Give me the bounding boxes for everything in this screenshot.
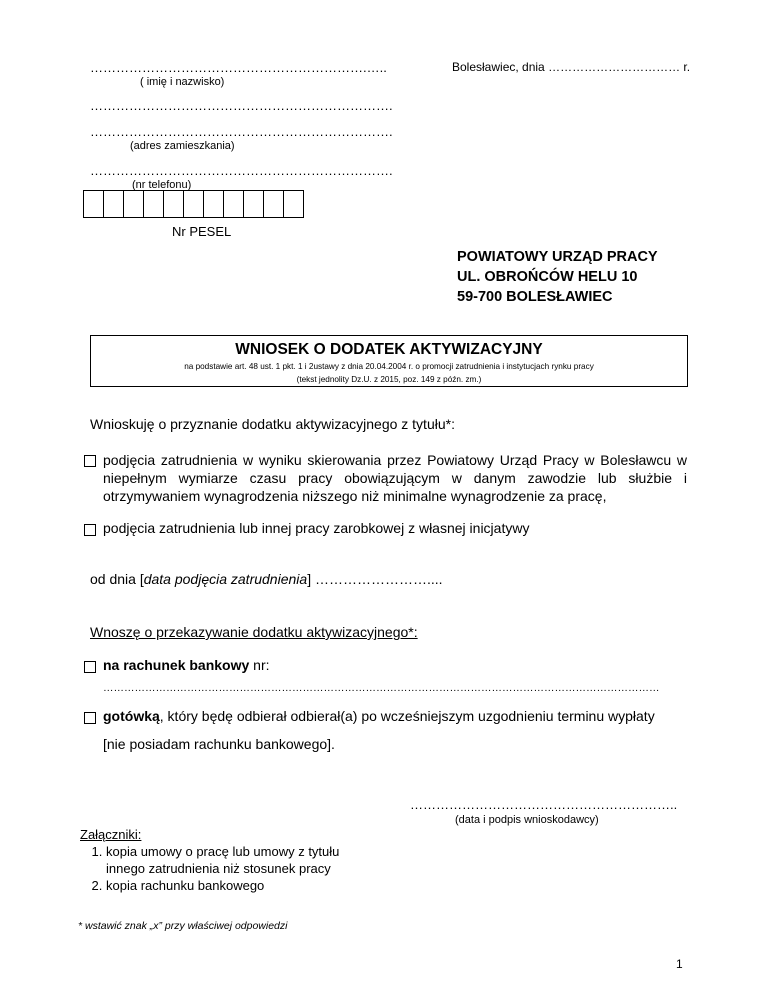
place-date-prefix: Bolesławiec, dnia [452,60,545,74]
pesel-digit-box[interactable] [123,190,144,218]
option-own-initiative-text: podjęcia zatrudnienia lub innej pracy zarobkowej z własnej inicjatywy [103,520,530,536]
option-referral-text: podjęcia zatrudnienia w wyniku skierowania przez Powiatowy Urząd Pracy w Bolesławcu w niepełnym wymiarze czasu pracy obowiązującym w danym zawodzie lub służbie i otrzymywaniem wynagrodzenia niższego niż minimalne wynagrodzenie za pracę, [103,452,687,504]
pesel-digit-box[interactable] [103,190,124,218]
pesel-digit-box[interactable] [163,190,184,218]
pesel-digit-box[interactable] [183,190,204,218]
recipient-line-3: 59-700 BOLESŁAWIEC [457,289,613,305]
cash-option [103,708,655,724]
cash-label: gotówką [103,708,160,724]
address-line-1[interactable]: ……………………………………………………………. [90,98,393,113]
attachment-item: 2. kopia rachunku bankowego [106,877,380,894]
checkbox-cash[interactable] [84,712,96,724]
address-line-2[interactable]: ……………………………………………………………. [90,124,393,139]
date-line[interactable]: …………………………… [548,60,681,74]
name-label: ( imię i nazwisko) [140,76,225,88]
attachments-list [80,843,380,894]
name-line[interactable]: ……………………………………………………….….. [90,60,387,75]
date-suffix: r. [683,60,691,74]
pesel-digit-box[interactable] [283,190,304,218]
phone-label: (nr telefonu) [132,179,192,191]
cash-rest: , który będę odbierał odbierał(a) po wcześniejszym uzgodnieniu terminu wypłaty [159,708,655,724]
attachments [80,826,380,894]
from-date-italic: data podjęcia zatrudnienia [143,571,308,587]
page-number: 1 [676,957,683,971]
document-title: WNIOSEK O DODATEK AKTYWIZACYJNY [235,341,543,358]
signature-label: (data i podpis wnioskodawcy) [455,814,599,826]
checkbox-option-referral[interactable] [84,455,96,467]
pesel-digit-box[interactable] [203,190,224,218]
attachments-heading: Załączniki: [80,827,142,842]
signature-line[interactable]: …………………………………………………….. [410,797,678,812]
pesel-digit-box[interactable] [243,190,264,218]
recipient-address [457,247,658,307]
pesel-label: Nr PESEL [172,224,232,239]
footnote: * wstawić znak „x” przy właściwej odpowiedzi [78,920,288,932]
phone-line[interactable]: ……………………………………………………………. [90,163,393,178]
account-number-line[interactable]: …………………………………………………………………………………………………………………………………………… [103,682,660,694]
cash-note: [nie posiadam rachunku bankowego]. [103,736,335,752]
legal-basis: na podstawie art. 48 ust. 1 pkt. 1 i 2ustawy z dnia 20.04.2004 r. o promocji zatrudnienia i instytucjach rynku pracy [184,362,594,371]
bank-account-label: na rachunek bankowy [103,657,250,673]
pesel-digit-box[interactable] [223,190,244,218]
pesel-digit-box[interactable] [83,190,104,218]
address-label: (adres zamieszkania) [130,140,235,152]
from-date[interactable] [90,571,443,587]
pesel-grid[interactable] [84,190,304,218]
checkbox-bank-account[interactable] [84,661,96,673]
checkbox-option-own-initiative[interactable] [84,524,96,536]
from-date-prefix: od dnia [ [90,571,144,587]
bank-account-option [103,657,270,673]
section1-intro: Wnioskuję o przyznanie dodatku aktywizacyjnego z tytułu*: [90,416,455,432]
title-box [90,335,688,387]
legal-basis-reference: (tekst jednolity Dz.U. z 2015, poz. 149 z późn. zm.) [296,375,482,384]
recipient-line-2: UL. OBROŃCÓW HELU 10 [457,269,638,285]
attachment-item: 1. kopia umowy o pracę lub umowy z tytułu innego zatrudnienia niż stosunek pracy [106,843,380,877]
section2-intro: Wnoszę o przekazywanie dodatku aktywizacyjnego*: [90,624,418,640]
place-date[interactable] [452,60,690,74]
recipient-line-1: POWIATOWY URZĄD PRACY [457,249,658,265]
pesel-digit-box[interactable] [143,190,164,218]
bank-account-rest: nr: [249,657,270,673]
pesel-digit-box[interactable] [263,190,284,218]
from-date-suffix[interactable]: ] …………………….... [307,571,443,587]
